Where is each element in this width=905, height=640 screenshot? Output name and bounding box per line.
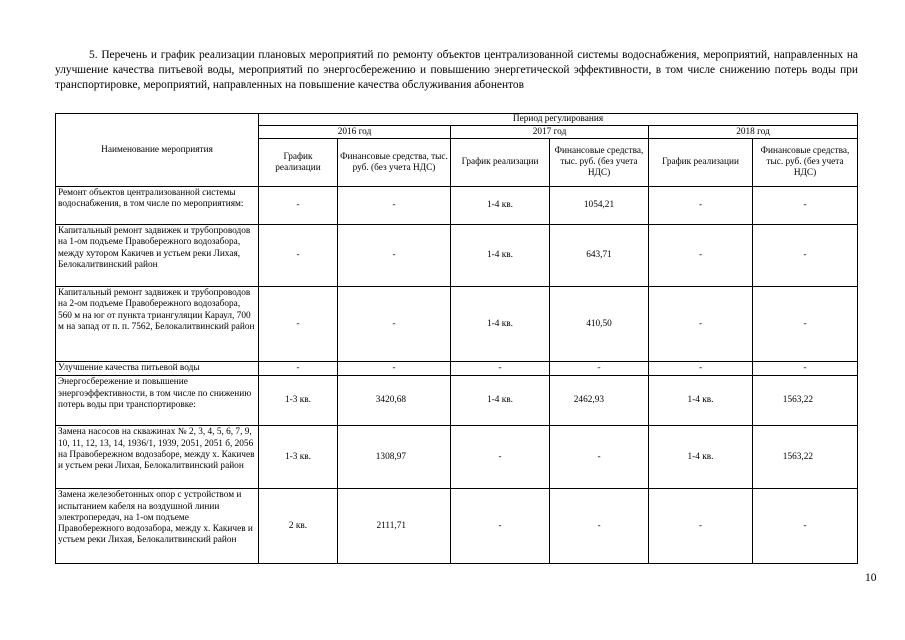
finance-2017: - bbox=[550, 362, 649, 376]
table-row bbox=[56, 362, 858, 376]
schedule-2017: 1-4 кв. bbox=[451, 225, 550, 287]
row-name: Замена железобетонных опор с устройством и испытанием кабеля на воздушной линии электропередач, на 1-ом подъеме Правобережного водозабора, между х. Какичев и устьем реки Лихая, Белокалитвинский район bbox=[56, 489, 259, 564]
table-row bbox=[56, 376, 858, 426]
header-year-2017: 2017 год bbox=[451, 126, 649, 139]
finance-2018: 1563,22 bbox=[753, 376, 858, 426]
finance-2018: - bbox=[753, 225, 858, 287]
schedule-2018: 1-4 кв. bbox=[649, 426, 753, 489]
header-period: Период регулирования bbox=[259, 114, 858, 126]
row-name: Энергосбережение и повышение энергоэффективности, в том числе по снижению потерь воды при транспортировке: bbox=[56, 376, 259, 426]
finance-2016: 3420,68 bbox=[338, 376, 451, 426]
schedule-2018: - bbox=[649, 362, 753, 376]
finance-2016: - bbox=[338, 225, 451, 287]
row-name: Капитальный ремонт задвижек и трубопроводов на 2-ом подъеме Правобережного водозабора, 560 м на юг от пункта триангуляции Караул, 700 м на запад от п. п. 7562, Белокалитвинский район bbox=[56, 287, 259, 362]
finance-2017: 2462,93 bbox=[550, 376, 649, 426]
schedule-2016: 1-3 кв. bbox=[259, 426, 338, 489]
schedule-2018: - bbox=[649, 287, 753, 362]
header-finance: Финансовые средства, тыс. руб. (без учета НДС) bbox=[753, 139, 858, 187]
schedule-2017: - bbox=[451, 362, 550, 376]
section-heading-text: 5. Перечень и график реализации плановых мероприятий по ремонту объектов централизованной системы водоснабжения, мероприятий, направленных на улучшение качества питьевой воды, мероприятий по энергосбережению и повышению энергетической эффективности, в том числе снижению потерь воды при транспортировке, мероприятий, направленных на повышение качества обслуживания абонентов bbox=[55, 49, 858, 91]
finance-2016: 2111,71 bbox=[338, 489, 451, 564]
schedule-2017: - bbox=[451, 426, 550, 489]
finance-2016: - bbox=[338, 287, 451, 362]
header-finance: Финансовые средства, тыс. руб. (без учета НДС) bbox=[338, 139, 451, 187]
page-number: 10 bbox=[865, 572, 877, 584]
finance-2017: - bbox=[550, 426, 649, 489]
header-schedule: График реализации bbox=[649, 139, 753, 187]
finance-2016: 1308,97 bbox=[338, 426, 451, 489]
row-name: Замена насосов на скважинах № 2, 3, 4, 5, 6, 7, 9, 10, 11, 12, 13, 14, 1936/1, 1939, 2051, 2051 б, 2056 на Правобережном водозаборе, между х. Какичев и устьем реки Лихая, Белокалитвинский район bbox=[56, 426, 259, 489]
finance-2016: - bbox=[338, 187, 451, 225]
header-finance: Финансовые средства, тыс. руб. (без учета НДС) bbox=[550, 139, 649, 187]
finance-2018: - bbox=[753, 489, 858, 564]
schedule-2018: - bbox=[649, 225, 753, 287]
finance-2018: - bbox=[753, 362, 858, 376]
schedule-2017: 1-4 кв. bbox=[451, 187, 550, 225]
header-schedule: График реализации bbox=[451, 139, 550, 187]
schedule-2016: - bbox=[259, 362, 338, 376]
schedule-2016: 1-3 кв. bbox=[259, 376, 338, 426]
table-row bbox=[56, 426, 858, 489]
finance-2017: 643,71 bbox=[550, 225, 649, 287]
row-name: Улучшение качества питьевой воды bbox=[56, 362, 259, 376]
finance-2016: - bbox=[338, 362, 451, 376]
finance-2018: - bbox=[753, 187, 858, 225]
table-row bbox=[56, 287, 858, 362]
header-schedule: График реализации bbox=[259, 139, 338, 187]
schedule-2017: 1-4 кв. bbox=[451, 287, 550, 362]
schedule-2017: - bbox=[451, 489, 550, 564]
table-row bbox=[56, 225, 858, 287]
finance-2017: 410,50 bbox=[550, 287, 649, 362]
finance-2017: - bbox=[550, 489, 649, 564]
section-heading bbox=[55, 48, 858, 93]
schedule-2018: - bbox=[649, 187, 753, 225]
row-name: Капитальный ремонт задвижек и трубопроводов на 1-ом подъеме Правобережного водозабора, между хутором Какичев и устьем реки Лихая, Белокалитвинский район bbox=[56, 225, 259, 287]
finance-2017: 1054,21 bbox=[550, 187, 649, 225]
finance-2018: - bbox=[753, 287, 858, 362]
schedule-2018: 1-4 кв. bbox=[649, 376, 753, 426]
schedule-2017: 1-4 кв. bbox=[451, 376, 550, 426]
plan-table bbox=[55, 113, 858, 564]
schedule-2016: 2 кв. bbox=[259, 489, 338, 564]
table-row bbox=[56, 489, 858, 564]
header-year-2016: 2016 год bbox=[259, 126, 451, 139]
row-name: Ремонт объектов централизованной системы водоснабжения, в том числе по мероприятиям: bbox=[56, 187, 259, 225]
finance-2018: 1563,22 bbox=[753, 426, 858, 489]
schedule-2016: - bbox=[259, 187, 338, 225]
schedule-2016: - bbox=[259, 287, 338, 362]
header-name-column: Наименование мероприятия bbox=[56, 114, 259, 187]
table-row bbox=[56, 187, 858, 225]
schedule-2016: - bbox=[259, 225, 338, 287]
header-year-2018: 2018 год bbox=[649, 126, 858, 139]
schedule-2018: - bbox=[649, 489, 753, 564]
